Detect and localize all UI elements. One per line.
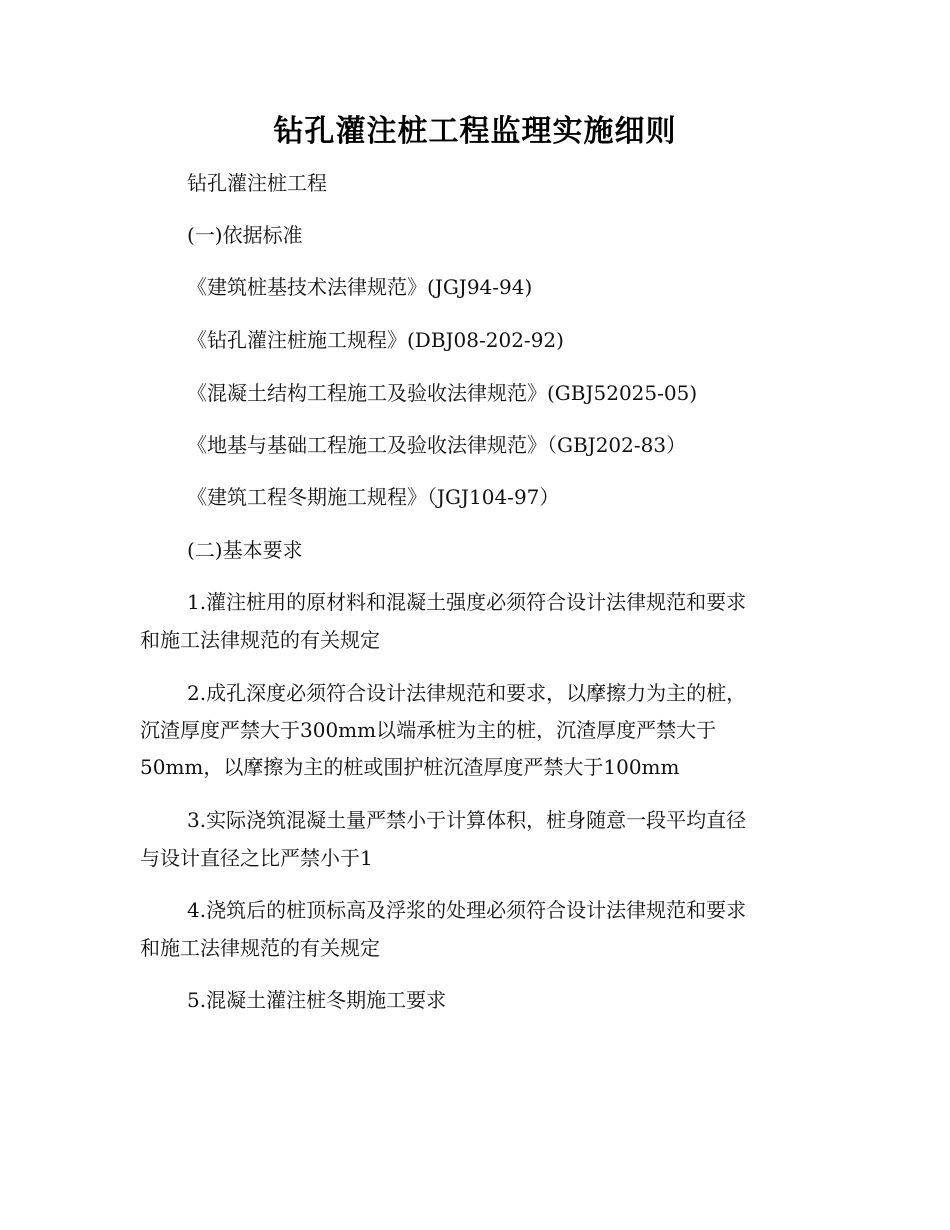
basis-heading: (一)依据标准 — [187, 223, 303, 247]
requirement-item-1-cont: 和施工法律规范的有关规定 — [140, 628, 380, 652]
standard-item: 《钻孔灌注桩施工规程》(DBJ08-202-92) — [187, 328, 564, 352]
requirement-item-3: 3.实际浇筑混凝土量严禁小于计算体积，桩身随意一段平均直径 — [187, 808, 747, 832]
standard-item: 《地基与基础工程施工及验收法律规范》（GBJ202-83） — [187, 433, 687, 457]
requirement-item-2-cont: 沉渣厚度严禁大于300mm以端承桩为主的桩，沉渣厚度严禁大于 — [140, 718, 717, 742]
document-title: 钻孔灌注桩工程监理实施细则 — [273, 114, 677, 149]
requirement-item-1: 1.灌注桩用的原材料和混凝土强度必须符合设计法律规范和要求 — [187, 590, 747, 614]
requirement-item-2: 2.成孔深度必须符合设计法律规范和要求，以摩擦力为主的桩， — [187, 681, 747, 705]
standard-item: 《建筑桩基技术法律规范》(JGJ94-94) — [187, 275, 533, 299]
requirement-item-5: 5.混凝土灌注桩冬期施工要求 — [187, 988, 447, 1012]
requirements-heading: (二)基本要求 — [187, 538, 303, 562]
requirement-item-4-cont: 和施工法律规范的有关规定 — [140, 936, 380, 960]
requirement-item-3-cont: 与设计直径之比严禁小于1 — [140, 846, 373, 870]
standard-item: 《混凝土结构工程施工及验收法律规范》(GBJ52025-05) — [187, 381, 698, 405]
standard-item: 《建筑工程冬期施工规程》（JGJ104-97） — [187, 485, 560, 509]
requirement-item-4: 4.浇筑后的桩顶标高及浮浆的处理必须符合设计法律规范和要求 — [187, 898, 747, 922]
requirement-item-2-cont: 50mm，以摩擦为主的桩或围护桩沉渣厚度严禁大于100mm — [140, 755, 680, 779]
section-heading: 钻孔灌注桩工程 — [187, 171, 327, 195]
